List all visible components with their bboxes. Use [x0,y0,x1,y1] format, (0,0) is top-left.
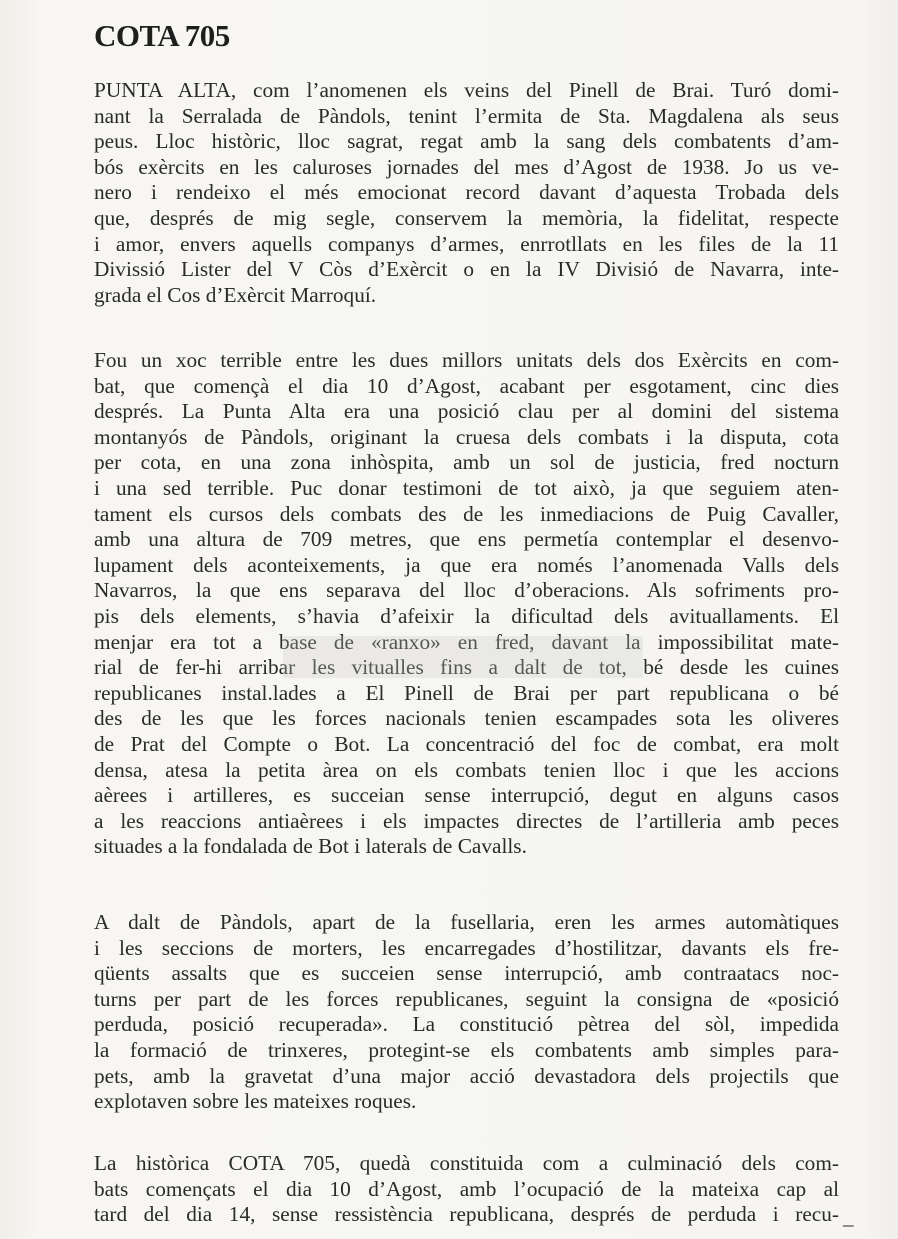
page-title: COTA 705 [94,18,230,53]
text-line: Navarros, la que ens separava del lloc d’oberacions. Als sofriments pro- [94,578,839,603]
text-line: i amor, envers aquells companys d’armes, enrrotllats en les files de la 11 [94,231,839,256]
text-line: lupament dels aconteixements, ja que era només l’anomenada Valls dels [94,552,839,577]
text-line: després. La Punta Alta era una posició clau per al domini del sistema [94,399,839,424]
text-line: Divissió Lister del V Còs d’Exèrcit o en la IV Divisió de Navarra, inte- [94,257,839,282]
text-line: a les reaccions antiaèrees i els impactes directes de l’artilleria amb peces [94,808,839,833]
paragraph-4 [94,1151,839,1228]
text-line: bat, que començà el dia 10 d’Agost, acabant per esgotament, cinc dies [94,373,839,398]
text-line: des de les que les forces nacionals tenien escampades sota les oliveres [94,706,839,731]
text-line: tard del dia 14, sense ressistència republicana, després de perduda i recu- [94,1202,839,1227]
text-line: la formació de trinxeres, protegint-se els combatents amb simples para- [94,1037,839,1062]
text-line: densa, atesa la petita àrea on els combats tenien lloc i que les accions [94,757,839,782]
paragraph-1 [94,78,839,308]
text-line: de Prat del Compte o Bot. La concentració del foc de combat, era molt [94,731,839,756]
page-corner-mark: _ [843,1205,854,1229]
text-line: pis dels elements, s’havia d’afeixir la dificultad dels avituallaments. El [94,603,839,628]
text-line: amb una altura de 709 metres, que ens permetía contemplar el desenvo- [94,527,839,552]
text-line: que, després de mig segle, conservem la memòria, la fidelitat, respecte [94,205,839,230]
text-line: nant la Serralada de Pàndols, tenint l’ermita de Sta. Magdalena als seus [94,103,839,128]
text-line: republicanes instal.lades a El Pinell de Brai per part republicana o bé [94,680,839,705]
text-line: A dalt de Pàndols, apart de la fusellaria, eren les armes automàtiques [94,910,839,934]
text-line: grada el Cos d’Exèrcit Marroquí. [94,282,377,307]
text-line: explotaven sobre les mateixes roques. [94,1089,417,1114]
text-line: rial de fer-hi arribar les vitualles fins a dalt de tot, bé desde les cuines [94,655,839,680]
text-line: pets, amb la gravetat d’una major acció devastadora dels projectils que [94,1063,839,1088]
text-line: perduda, posició recuperada». La constitució pètrea del sòl, impedida [94,1012,839,1037]
text-line: aèrees i artilleres, es succeian sense interrupció, degut en alguns casos [94,783,839,808]
text-line: i les seccions de morters, les encarregades d’hostilitzar, davants els fre- [94,935,839,960]
text-line: menjar era tot a base de «ranxo» en fred, davant la impossibilitat mate- [94,629,839,654]
text-line: PUNTA ALTA, com l’anomenen els veins del Pinell de Brai. Turó domi- [94,78,839,102]
paragraph-2 [94,348,839,860]
text-line: Fou un xoc terrible entre les dues millors unitats dels dos Exèrcits en com- [94,348,839,372]
text-line: per cota, en una zona inhòspita, amb un sol de justicia, fred nocturn [94,450,839,475]
text-line: bats començats el dia 10 d’Agost, amb l’ocupació de la mateixa cap al [94,1176,839,1201]
text-line: i una sed terrible. Puc donar testimoni de tot això, ja que seguiem aten- [94,475,839,500]
paragraph-3 [94,910,839,1115]
text-line: situades a la fondalada de Bot i laterals de Cavalls. [94,834,527,859]
text-line: La històrica COTA 705, quedà constituida com a culminació dels com- [94,1151,839,1175]
watermark-overlay [283,636,643,678]
text-line: peus. Lloc històric, lloc sagrat, regat amb la sang dels combatents d’am- [94,129,839,154]
text-line: tament els cursos dels combats des de les inmediacions de Puig Cavaller, [94,501,839,526]
text-line: turns per part de les forces republicanes, seguint la consigna de «posició [94,986,839,1011]
text-line: nero i rendeixo el més emocionat record davant d’aquesta Trobada dels [94,180,839,205]
text-line: bós exèrcits en les caluroses jornades del mes d’Agost de 1938. Jo us ve- [94,154,839,179]
text-line: qüents assalts que es succeien sense interrupció, amb contraatacs noc- [94,961,839,986]
text-line: montanyós de Pàndols, originant la cruesa dels combats i la disputa, cota [94,424,839,449]
